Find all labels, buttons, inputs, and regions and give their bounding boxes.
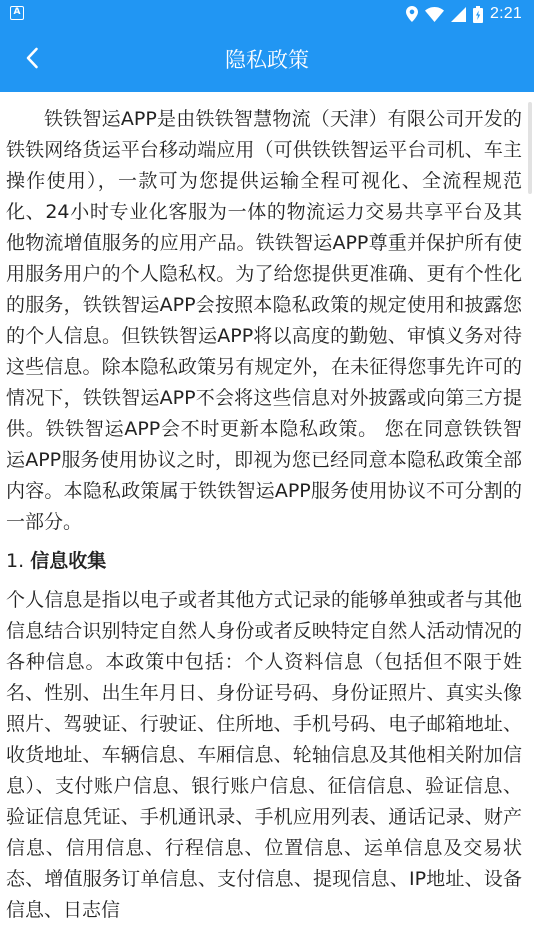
scrollbar[interactable]	[528, 102, 532, 194]
intro-paragraph: 铁铁智运APP是由铁铁智慧物流（天津）有限公司开发的铁铁网络货运平台移动端应用（可供铁铁智运平台司机、车主操作使用），一款可为您提供运输全程可视化、全流程规范化、24小时专业化客服为一体的物流运力交易共享平台及其他物流增值服务的应用产品。铁铁智运APP尊重并保护所有使用服务用户的个人隐私权。为了给您提供更准确、更有个性化的服务，铁铁智运APP会按照本隐私政策的规定使用和披露您的个人信息。但铁铁智运APP将以高度的勤勉、审慎义务对待这些信息。除本隐私政策另有规定外，在未征得您事先许可的情况下，铁铁智运APP不会将这些信息对外披露或向第三方提供。铁铁智运APP会不时更新本隐私政策。 您在同意铁铁智运APP服务使用协议之时，即视为您已经同意本隐私政策全部内容。本隐私政策属于铁铁智运APP服务使用协议不可分割的一部分。	[6, 108, 522, 533]
wifi-icon	[425, 7, 444, 22]
status-time: 2:21	[490, 5, 522, 22]
section-title: 信息收集	[30, 550, 107, 572]
section-number: 1.	[6, 550, 25, 572]
app-bar	[0, 28, 534, 92]
privacy-policy-content[interactable]	[0, 92, 534, 950]
location-icon	[406, 6, 418, 22]
page-title: 隐私政策	[225, 48, 309, 72]
status-bar	[0, 0, 534, 28]
section-body-paragraph: 个人信息是指以电子或者其他方式记录的能够单独或者与其他信息结合识别特定自然人身份或者反映特定自然人活动情况的各种信息。本政策中包括：个人资料信息（包括但不限于姓名、性别、出生年月日、身份证号码、身份证照片、真实头像照片、驾驶证、行驶证、住所地、手机号码、电子邮箱地址、收货地址、车辆信息、车厢信息、轮轴信息及其他相关附加信息）、支付账户信息、银行账户信息、征信信息、验证信息、验证信息凭证、手机通讯录、手机应用列表、通话记录、财产信息、信用信息、行程信息、位置信息、运单信息及交易状态、增值服务订单信息、支付信息、提现信息、IP地址、设备信息、日志信	[6, 589, 522, 921]
battery-icon	[473, 6, 483, 23]
back-button[interactable]	[10, 38, 54, 82]
notification-a-icon: A	[10, 6, 24, 20]
back-arrow-icon	[25, 47, 39, 73]
status-icons	[406, 3, 522, 25]
section-heading	[6, 546, 522, 577]
cellular-signal-icon	[451, 7, 466, 22]
